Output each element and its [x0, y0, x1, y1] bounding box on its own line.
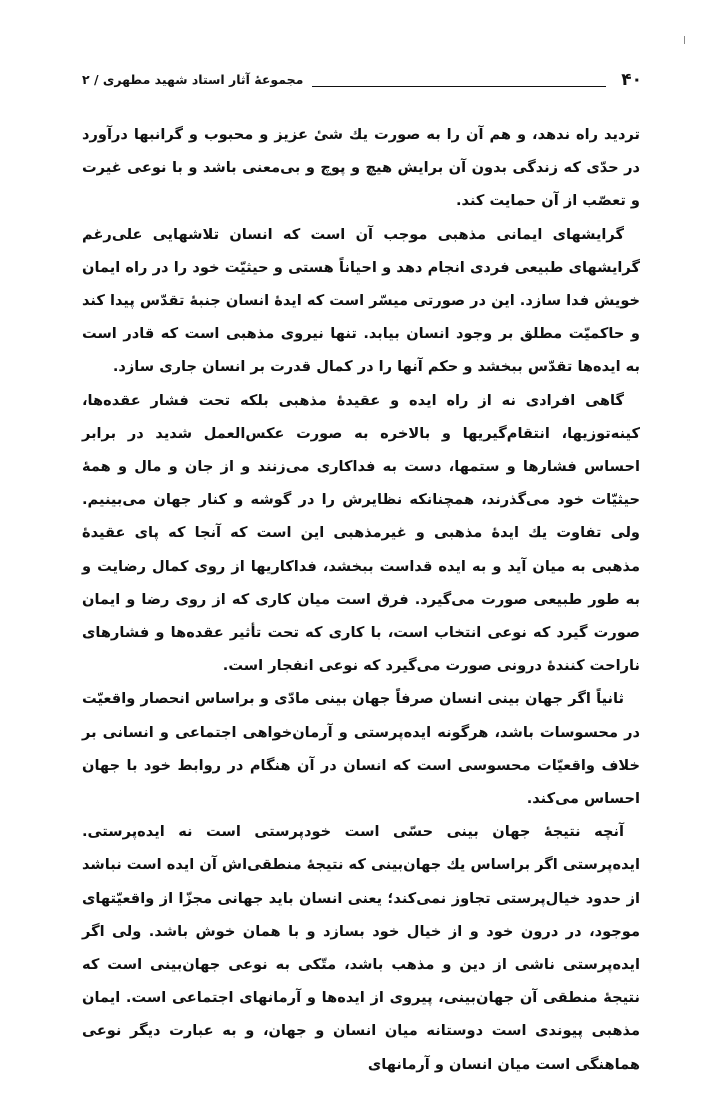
paragraph: ثانیاً اگر جهان بینی انسان صرفاً جهان بینی مادّی و براساس انحصار واقعیّت در محسوسات باشد، هرگونه ایده‌پرستی و آرمان‌خواهی اجتماعی و انسانی بر خلاف واقعیّات محسوسی است که انسان در آن هنگام در روابط خود با جهان احساس می‌کند. [82, 690, 640, 808]
page-number: ۴۰ [621, 70, 642, 90]
page-header [82, 70, 642, 100]
paragraph: گرایشهای ایمانی مذهبی موجب آن است که انسان تلاشهایی علی‌رغم گرایشهای طبیعی فردی انجام دهد و احیاناً هستی و حیثیّت خود را در راه ایمان خویش فدا سازد. این در صورتی میسّر است که ایدهٔ انسان جنبهٔ تقدّس پیدا کند و حاکمیّت مطلق بر وجود انسان بیابد. تنها نیروی مذهبی است که قادر است به ایده‌ها تقدّس ببخشد و حکم آنها را در کمال قدرت بر انسان جاری سازد. [82, 225, 640, 376]
paragraph-continuation: تردید راه ندهد، و هم آن را به صورت یك شیٔ عزیز و محبوب و گرانبها درآورد در حدّی که زندگی بدون آن برایش هیچ و پوچ و بی‌معنی باشد و با نوعی غیرت و تعصّب از آن حمایت کند. [82, 126, 640, 210]
running-title: مجموعهٔ آثار استاد شهید مطهری / ۲ [82, 72, 304, 87]
body-text [82, 118, 640, 1081]
paragraph: گاهی افرادی نه از راه ایده و عقیدهٔ مذهبی بلکه تحت فشار عقده‌ها، کینه‌توزیها، انتقام‌گیریها و بالاخره به صورت عکس‌العمل شدید در برابر احساس فشارها و ستمها، دست به فداکاری می‌زنند و از جان و مال و همهٔ حیثیّات خود می‌گذرند، همچنانکه نظایرش را در گوشه و کنار جهان می‌بینیم. ولی تفاوت یك ایدهٔ مذهبی و غیرمذهبی این است که آنجا که پای عقیدهٔ مذهبی به میان آید و به ایده قداست ببخشد، فداکاریها از روی کمال رضایت و به طور طبیعی صورت می‌گیرد. فرق است میان کاری که از روی رضا و ایمان صورت گیرد که نوعی انتخاب است، با کاری که تحت تأثیر عقده‌ها و فشارهای ناراحت کنندهٔ درونی صورت می‌گیرد که نوعی انفجار است. [82, 391, 640, 675]
margin-mark [684, 36, 685, 44]
paragraph: آنچه نتیجهٔ جهان بینی حسّی است خودپرستی است نه ایده‌پرستی. ایده‌پرستی اگر براساس یك جهان‌بینی که نتیجهٔ منطقی‌اش آن ایده است نباشد از حدود خیال‌پرستی تجاوز نمی‌کند؛ یعنی انسان باید جهانی مجزّا از واقعیّتهای موجود، در درون خود و از خیال خود بسازد و با همان خوش باشد. ولی اگر ایده‌پرستی ناشی از دین و مذهب باشد، متّکی به نوعی جهان‌بینی است که نتیجهٔ منطقی آن جهان‌بینی، پیروی از ایده‌ها و آرمانهای اجتماعی است. ایمان مذهبی پیوندی است دوستانه میان انسان و جهان، و به عبارت دیگر نوعی هماهنگی است میان انسان و آرمانهای [82, 823, 640, 1073]
header-rule [312, 86, 606, 87]
